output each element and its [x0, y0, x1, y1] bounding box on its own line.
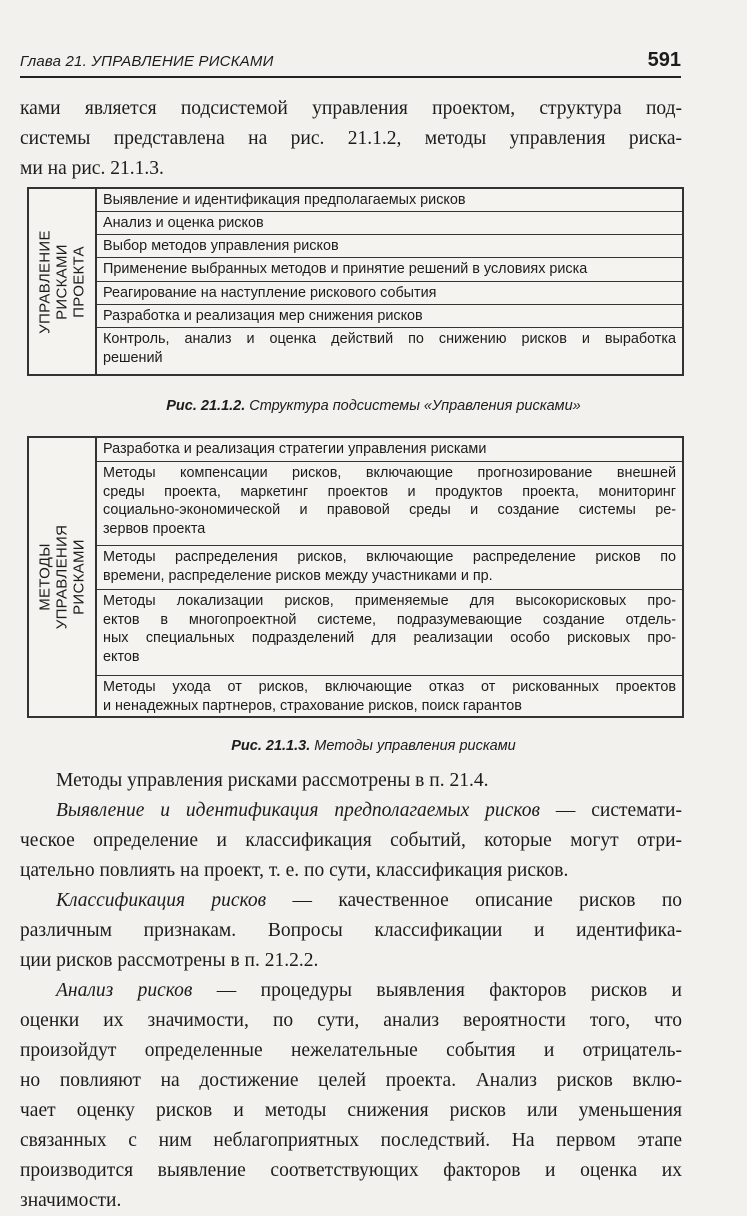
- figure-row-line: ектов: [103, 648, 140, 665]
- figure-risk-management-structure: [27, 187, 684, 376]
- figure-row-line: ных специальных подразделений для реализации особо рисковых про-: [103, 630, 676, 646]
- figure-risk-management-methods: [27, 436, 684, 718]
- term: Классификация рисков: [56, 890, 267, 911]
- text-line: системы представлена на рис. 21.1.2, методы управления риска-: [20, 128, 682, 149]
- term: Выявление и идентификация предполагаемых рисков: [56, 800, 540, 821]
- caption-text: Методы управления рисками: [314, 738, 516, 754]
- text-line: ческое определение и классификация событий, которые могут отри-: [20, 830, 682, 851]
- caption-text: Структура подсистемы «Управления рисками»: [249, 398, 581, 414]
- figure-row-line: Методы распределения рисков, включающие распределение рисков по: [103, 549, 676, 565]
- page-number: 591: [647, 49, 681, 71]
- figure-row-line: Выявление и идентификация предполагаемых рисков: [103, 192, 466, 208]
- text-line: произойдут определенные нежелательные события и отрицатель-: [20, 1040, 682, 1061]
- text-line: но повлияют на достижение целей проекта. Анализ рисков вклю-: [20, 1070, 682, 1091]
- figure-row-line: Разработка и реализация стратегии управления рисками: [103, 441, 487, 457]
- figure-row: [97, 546, 682, 590]
- running-header: [20, 40, 681, 78]
- text-line: Методы управления рисками рассмотрены в п. 21.4.: [56, 770, 489, 791]
- figure-row-line: ектов в многопроектной системе, подразумевающие создание отдель-: [103, 611, 676, 628]
- text-line: оценки их значимости, по сути, анализ вероятности того, что: [20, 1010, 682, 1031]
- figure-row-line: Реагирование на наступление рискового события: [103, 285, 437, 301]
- figure-row-line: среды проекта, маркетинг проектов и продуктов проекта, мониторинг: [103, 483, 676, 500]
- figure-row-line: Анализ и оценка рисков: [103, 215, 264, 231]
- side-label-line: РИСКАМИ: [53, 243, 71, 320]
- figure-side-label: [29, 189, 97, 374]
- figure-row: [97, 462, 682, 546]
- text-line: Анализ рисков — процедуры выявления факторов рисков и: [56, 980, 682, 1001]
- figure-row-line: Методы компенсации рисков, включающие прогнозирование внешней: [103, 465, 676, 481]
- figure-caption: [0, 398, 747, 414]
- body-text: [20, 766, 682, 1216]
- text-line: производится выявление соответствующих факторов и оценка их: [20, 1160, 682, 1181]
- figure-rows: [97, 189, 682, 374]
- text-line: связанных с ним неблагоприятных последствий. На первом этапе: [20, 1130, 682, 1151]
- text-line: цательно повлиять на проект, т. е. по сути, классификация рисков.: [20, 860, 569, 881]
- side-label-line: УПРАВЛЕНИЯ: [53, 524, 71, 630]
- figure-row: [97, 235, 682, 258]
- figure-row-line: Применение выбранных методов и принятие решений в условиях риска: [103, 261, 588, 277]
- figure-row-line: Выбор методов управления рисков: [103, 238, 339, 254]
- text-line: ции рисков рассмотрены в п. 21.2.2.: [20, 950, 319, 971]
- text-line: ми на рис. 21.1.3.: [20, 158, 164, 179]
- figure-row: [97, 328, 682, 374]
- side-label-line: УПРАВЛЕНИЕ: [36, 229, 54, 334]
- chapter-title: Глава 21. УПРАВЛЕНИЕ РИСКАМИ: [20, 53, 274, 70]
- side-label-line: МЕТОДЫ: [36, 543, 54, 611]
- text-line: различным признакам. Вопросы классификации и идентифика-: [20, 920, 682, 941]
- figure-row-line: и ненадежных партнеров, страхование рисков, поиск гарантов: [103, 697, 522, 714]
- caption-number: Рис. 21.1.3.: [231, 738, 311, 754]
- figure-row-line: Разработка и реализация мер снижения рисков: [103, 308, 423, 324]
- text-line: ками является подсистемой управления проектом, структура под-: [20, 98, 682, 119]
- figure-row: [97, 305, 682, 328]
- figure-row-line: Методы ухода от рисков, включающие отказ от рискованных проектов: [103, 679, 676, 695]
- figure-row: [97, 590, 682, 676]
- figure-rows: [97, 438, 682, 720]
- figure-row-line: времени, распределение рисков между участниками и пр.: [103, 567, 493, 584]
- text-line: Классификация рисков — качественное описание рисков по: [56, 890, 683, 911]
- text-line: Выявление и идентификация предполагаемых рисков — системати-: [56, 800, 682, 821]
- term: Анализ рисков: [56, 980, 193, 1001]
- figure-side-label: [29, 438, 97, 716]
- text-line: значимости.: [20, 1190, 122, 1211]
- figure-row-line: зервов проекта: [103, 520, 206, 537]
- intro-paragraph: [20, 94, 682, 184]
- figure-row: [97, 189, 682, 212]
- figure-row-line: социально-экономической и правовой среды и создание системы ре-: [103, 502, 676, 518]
- figure-row: [97, 258, 682, 282]
- side-label-line: ПРОЕКТА: [70, 245, 88, 318]
- figure-row-line: решений: [103, 349, 163, 366]
- figure-row: [97, 676, 682, 720]
- figure-row: [97, 438, 682, 462]
- figure-row-line: Контроль, анализ и оценка действий по снижению рисков и выработка: [103, 331, 676, 347]
- text-line: чает оценку рисков и методы снижения рисков или уменьшения: [20, 1100, 682, 1121]
- caption-number: Рис. 21.1.2.: [166, 398, 246, 414]
- figure-row-line: Методы локализации рисков, применяемые для высокорисковых про-: [103, 593, 676, 609]
- figure-row: [97, 282, 682, 305]
- side-label-line: РИСКАМИ: [70, 539, 88, 615]
- figure-row: [97, 212, 682, 235]
- figure-caption: [0, 738, 747, 754]
